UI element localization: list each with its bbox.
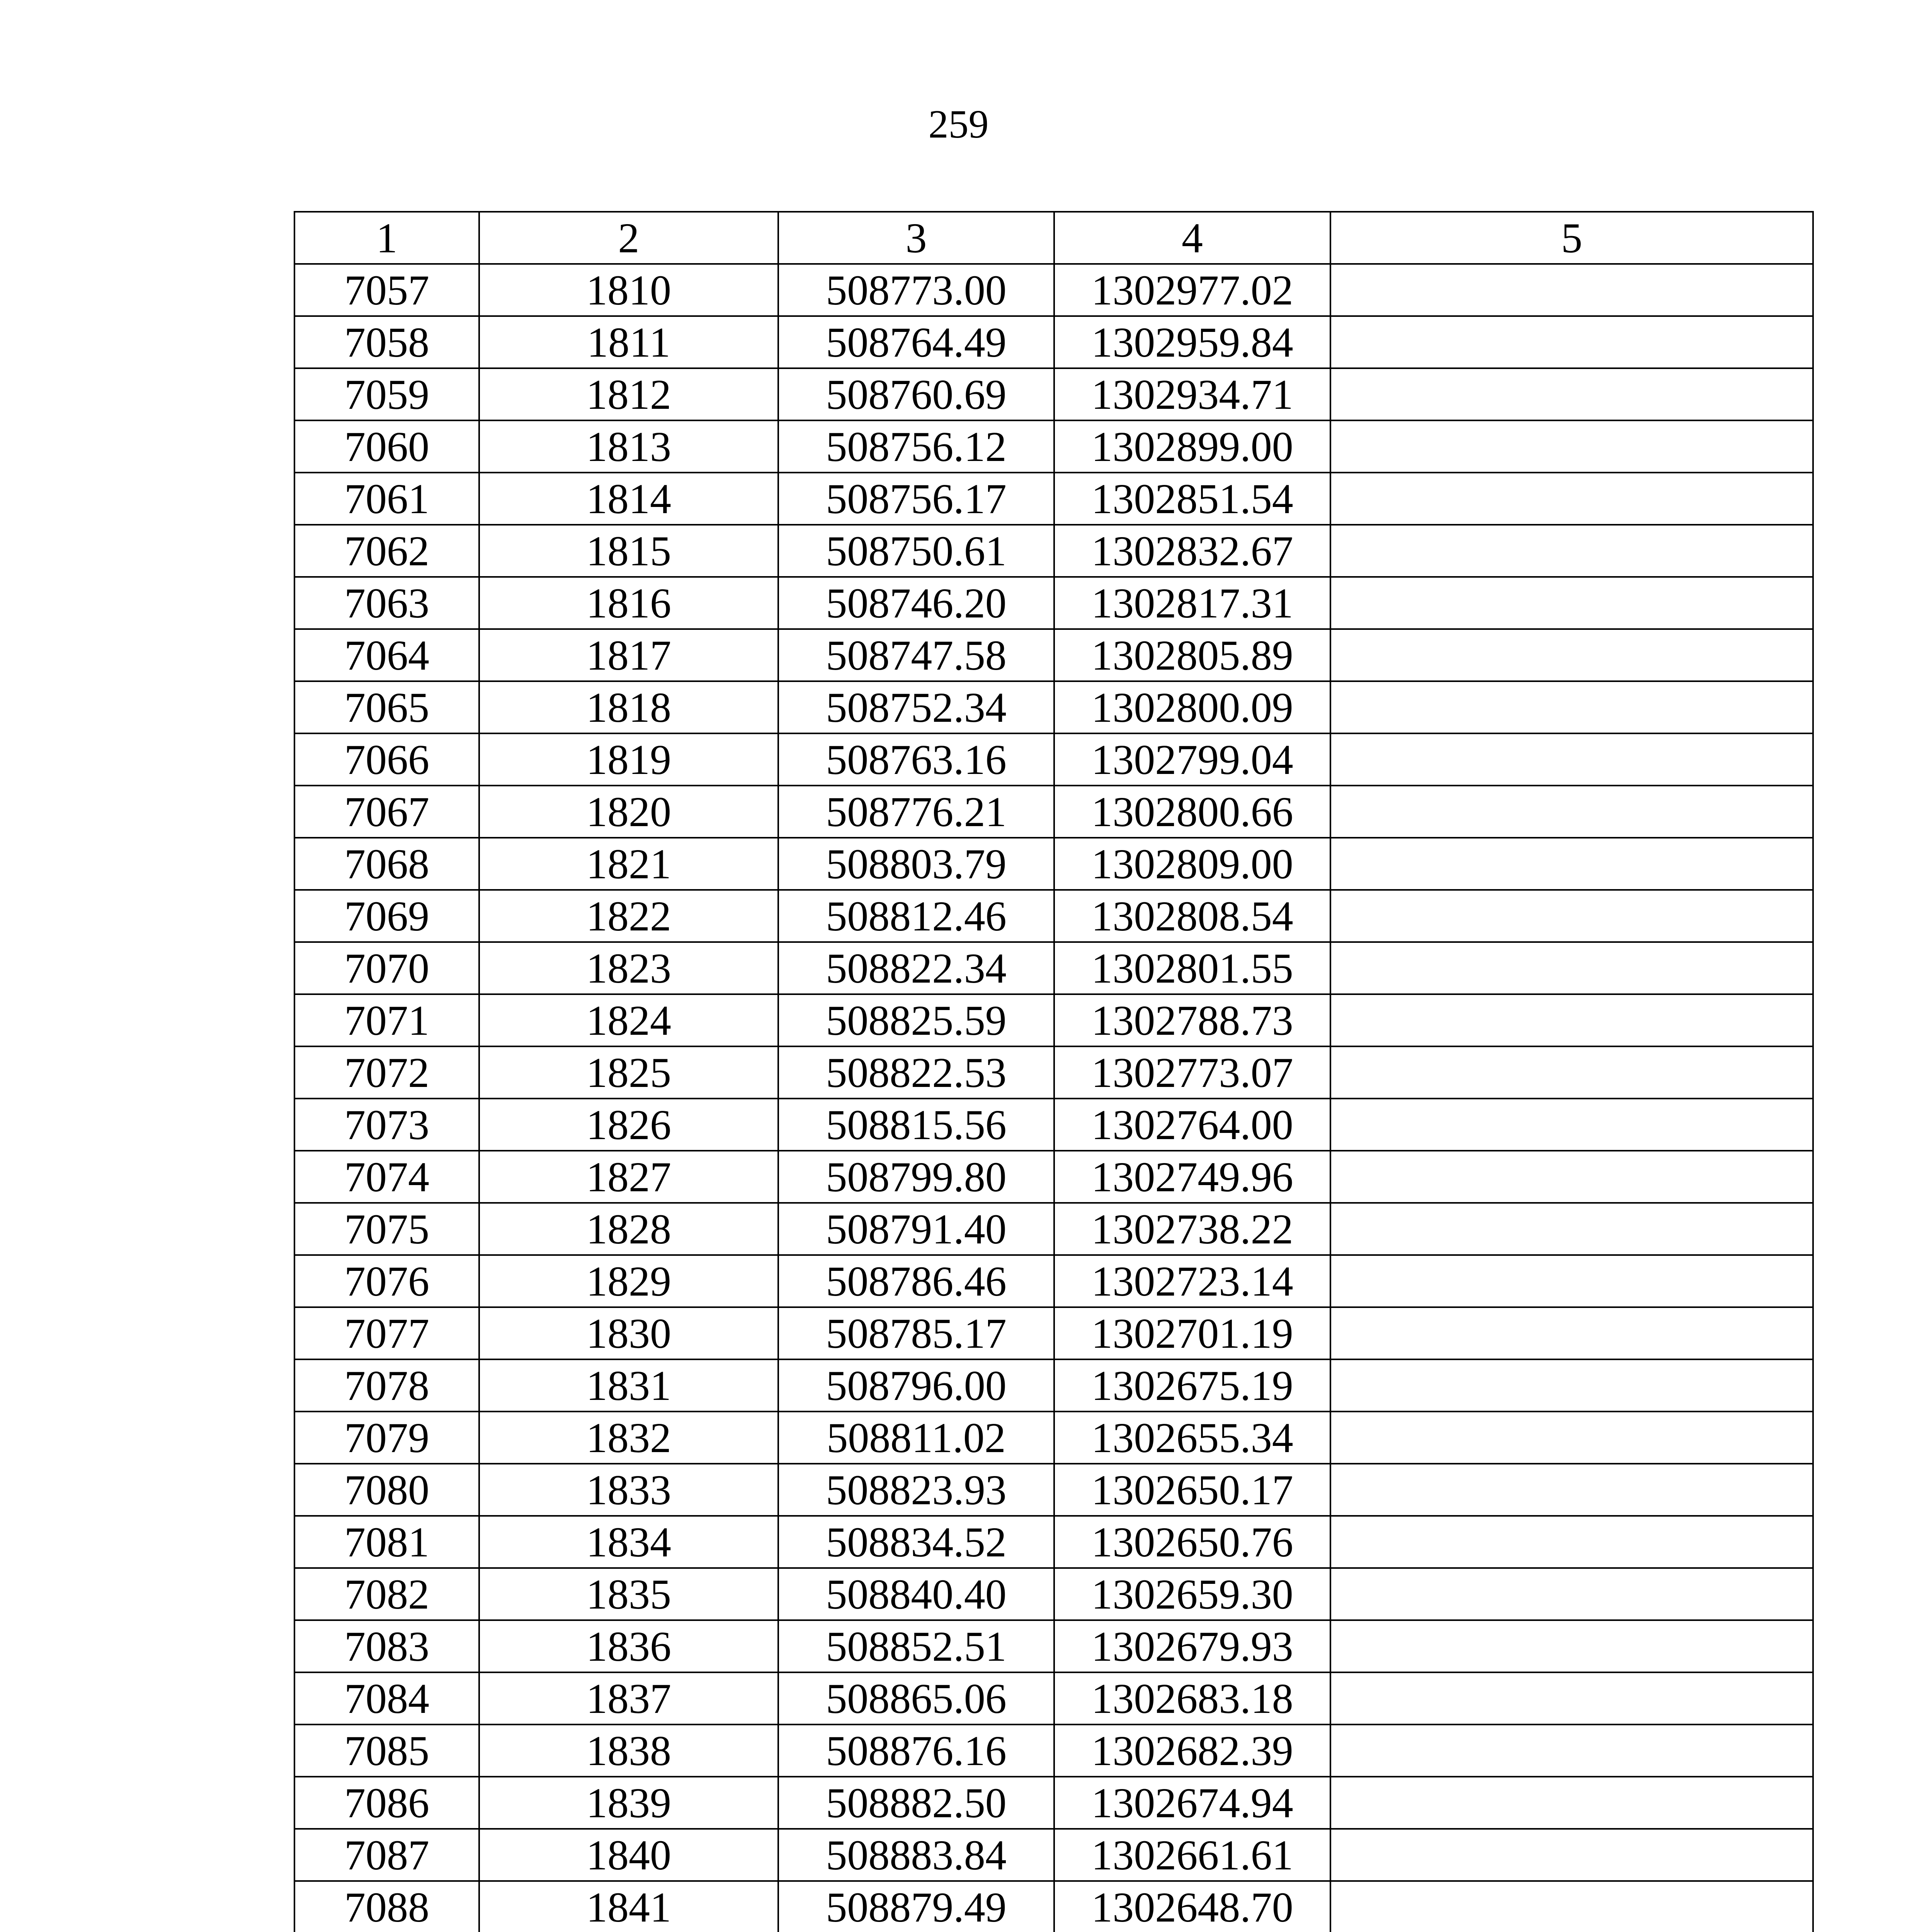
point-number-cell: 1815: [479, 525, 778, 577]
note-cell: [1330, 890, 1813, 942]
table-row: [294, 838, 1813, 890]
point-number-cell: 1840: [479, 1829, 778, 1881]
table-row: [294, 473, 1813, 525]
note-cell: [1330, 838, 1813, 890]
point-number-cell: 1816: [479, 577, 778, 629]
x-coordinate-cell: 508811.02: [778, 1412, 1054, 1464]
y-coordinate-cell: 1302674.94: [1054, 1777, 1330, 1829]
y-coordinate-cell: 1302683.18: [1054, 1672, 1330, 1725]
table-row: [294, 1620, 1813, 1672]
row-number-cell: 7058: [294, 316, 479, 368]
point-number-cell: 1813: [479, 420, 778, 473]
note-cell: [1330, 1046, 1813, 1099]
note-cell: [1330, 1151, 1813, 1203]
point-number-cell: 1837: [479, 1672, 778, 1725]
x-coordinate-cell: 508764.49: [778, 316, 1054, 368]
column-header-1: 1: [294, 212, 479, 264]
table-row: [294, 1151, 1813, 1203]
table-body: [294, 264, 1813, 1932]
note-cell: [1330, 1568, 1813, 1620]
x-coordinate-cell: 508815.56: [778, 1099, 1054, 1151]
row-number-cell: 7084: [294, 1672, 479, 1725]
x-coordinate-cell: 508879.49: [778, 1881, 1054, 1932]
point-number-cell: 1834: [479, 1516, 778, 1568]
note-cell: [1330, 629, 1813, 681]
row-number-cell: 7087: [294, 1829, 479, 1881]
row-number-cell: 7086: [294, 1777, 479, 1829]
row-number-cell: 7085: [294, 1725, 479, 1777]
y-coordinate-cell: 1302808.54: [1054, 890, 1330, 942]
row-number-cell: 7059: [294, 368, 479, 420]
note-cell: [1330, 1829, 1813, 1881]
row-number-cell: 7068: [294, 838, 479, 890]
point-number-cell: 1831: [479, 1359, 778, 1412]
point-number-cell: 1811: [479, 316, 778, 368]
y-coordinate-cell: 1302799.04: [1054, 733, 1330, 786]
x-coordinate-cell: 508822.53: [778, 1046, 1054, 1099]
row-number-cell: 7065: [294, 681, 479, 733]
point-number-cell: 1839: [479, 1777, 778, 1829]
y-coordinate-cell: 1302800.66: [1054, 786, 1330, 838]
point-number-cell: 1823: [479, 942, 778, 994]
y-coordinate-cell: 1302682.39: [1054, 1725, 1330, 1777]
table-row: [294, 1568, 1813, 1620]
column-header-5: 5: [1330, 212, 1813, 264]
point-number-cell: 1812: [479, 368, 778, 420]
coordinates-table: [294, 211, 1814, 1932]
note-cell: [1330, 994, 1813, 1046]
note-cell: [1330, 1516, 1813, 1568]
x-coordinate-cell: 508865.06: [778, 1672, 1054, 1725]
point-number-cell: 1836: [479, 1620, 778, 1672]
column-header-2: 2: [479, 212, 778, 264]
table-row: [294, 942, 1813, 994]
x-coordinate-cell: 508756.17: [778, 473, 1054, 525]
x-coordinate-cell: 508825.59: [778, 994, 1054, 1046]
row-number-cell: 7078: [294, 1359, 479, 1412]
x-coordinate-cell: 508785.17: [778, 1307, 1054, 1359]
table-row: [294, 994, 1813, 1046]
y-coordinate-cell: 1302805.89: [1054, 629, 1330, 681]
note-cell: [1330, 1307, 1813, 1359]
note-cell: [1330, 681, 1813, 733]
x-coordinate-cell: 508883.84: [778, 1829, 1054, 1881]
table-row: [294, 890, 1813, 942]
row-number-cell: 7067: [294, 786, 479, 838]
point-number-cell: 1835: [479, 1568, 778, 1620]
y-coordinate-cell: 1302764.00: [1054, 1099, 1330, 1151]
y-coordinate-cell: 1302655.34: [1054, 1412, 1330, 1464]
table-row: [294, 264, 1813, 316]
note-cell: [1330, 1412, 1813, 1464]
point-number-cell: 1819: [479, 733, 778, 786]
x-coordinate-cell: 508840.40: [778, 1568, 1054, 1620]
row-number-cell: 7069: [294, 890, 479, 942]
row-number-cell: 7071: [294, 994, 479, 1046]
x-coordinate-cell: 508747.58: [778, 629, 1054, 681]
table-row: [294, 1829, 1813, 1881]
y-coordinate-cell: 1302675.19: [1054, 1359, 1330, 1412]
table-row: [294, 1099, 1813, 1151]
point-number-cell: 1828: [479, 1203, 778, 1255]
x-coordinate-cell: 508750.61: [778, 525, 1054, 577]
note-cell: [1330, 1099, 1813, 1151]
row-number-cell: 7061: [294, 473, 479, 525]
x-coordinate-cell: 508756.12: [778, 420, 1054, 473]
y-coordinate-cell: 1302832.67: [1054, 525, 1330, 577]
point-number-cell: 1830: [479, 1307, 778, 1359]
y-coordinate-cell: 1302801.55: [1054, 942, 1330, 994]
x-coordinate-cell: 508812.46: [778, 890, 1054, 942]
note-cell: [1330, 368, 1813, 420]
point-number-cell: 1841: [479, 1881, 778, 1932]
y-coordinate-cell: 1302679.93: [1054, 1620, 1330, 1672]
point-number-cell: 1827: [479, 1151, 778, 1203]
table-row: [294, 1725, 1813, 1777]
x-coordinate-cell: 508799.80: [778, 1151, 1054, 1203]
table-row: [294, 525, 1813, 577]
y-coordinate-cell: 1302899.00: [1054, 420, 1330, 473]
row-number-cell: 7077: [294, 1307, 479, 1359]
x-coordinate-cell: 508803.79: [778, 838, 1054, 890]
y-coordinate-cell: 1302817.31: [1054, 577, 1330, 629]
point-number-cell: 1838: [479, 1725, 778, 1777]
note-cell: [1330, 1725, 1813, 1777]
note-cell: [1330, 733, 1813, 786]
row-number-cell: 7088: [294, 1881, 479, 1932]
point-number-cell: 1817: [479, 629, 778, 681]
note-cell: [1330, 1203, 1813, 1255]
row-number-cell: 7063: [294, 577, 479, 629]
x-coordinate-cell: 508876.16: [778, 1725, 1054, 1777]
point-number-cell: 1814: [479, 473, 778, 525]
row-number-cell: 7066: [294, 733, 479, 786]
row-number-cell: 7064: [294, 629, 479, 681]
point-number-cell: 1822: [479, 890, 778, 942]
y-coordinate-cell: 1302723.14: [1054, 1255, 1330, 1307]
x-coordinate-cell: 508882.50: [778, 1777, 1054, 1829]
row-number-cell: 7076: [294, 1255, 479, 1307]
point-number-cell: 1833: [479, 1464, 778, 1516]
y-coordinate-cell: 1302977.02: [1054, 264, 1330, 316]
table-row: [294, 1046, 1813, 1099]
row-number-cell: 7070: [294, 942, 479, 994]
table-row: [294, 368, 1813, 420]
row-number-cell: 7072: [294, 1046, 479, 1099]
y-coordinate-cell: 1302659.30: [1054, 1568, 1330, 1620]
row-number-cell: 7079: [294, 1412, 479, 1464]
table-row: [294, 1777, 1813, 1829]
row-number-cell: 7060: [294, 420, 479, 473]
note-cell: [1330, 420, 1813, 473]
table-row: [294, 1516, 1813, 1568]
note-cell: [1330, 1359, 1813, 1412]
column-header-3: 3: [778, 212, 1054, 264]
table-row: [294, 733, 1813, 786]
header-row: [294, 212, 1813, 264]
table-row: [294, 1307, 1813, 1359]
note-cell: [1330, 473, 1813, 525]
y-coordinate-cell: 1302661.61: [1054, 1829, 1330, 1881]
x-coordinate-cell: 508822.34: [778, 942, 1054, 994]
y-coordinate-cell: 1302800.09: [1054, 681, 1330, 733]
table-row: [294, 577, 1813, 629]
note-cell: [1330, 942, 1813, 994]
point-number-cell: 1825: [479, 1046, 778, 1099]
x-coordinate-cell: 508760.69: [778, 368, 1054, 420]
table-row: [294, 316, 1813, 368]
table-row: [294, 1672, 1813, 1725]
note-cell: [1330, 1672, 1813, 1725]
y-coordinate-cell: 1302851.54: [1054, 473, 1330, 525]
note-cell: [1330, 577, 1813, 629]
y-coordinate-cell: 1302648.70: [1054, 1881, 1330, 1932]
point-number-cell: 1821: [479, 838, 778, 890]
note-cell: [1330, 786, 1813, 838]
point-number-cell: 1818: [479, 681, 778, 733]
y-coordinate-cell: 1302701.19: [1054, 1307, 1330, 1359]
x-coordinate-cell: 508852.51: [778, 1620, 1054, 1672]
x-coordinate-cell: 508746.20: [778, 577, 1054, 629]
y-coordinate-cell: 1302650.76: [1054, 1516, 1330, 1568]
table-row: [294, 629, 1813, 681]
row-number-cell: 7083: [294, 1620, 479, 1672]
x-coordinate-cell: 508773.00: [778, 264, 1054, 316]
column-header-4: 4: [1054, 212, 1330, 264]
row-number-cell: 7062: [294, 525, 479, 577]
note-cell: [1330, 1255, 1813, 1307]
row-number-cell: 7057: [294, 264, 479, 316]
row-number-cell: 7082: [294, 1568, 479, 1620]
x-coordinate-cell: 508796.00: [778, 1359, 1054, 1412]
x-coordinate-cell: 508834.52: [778, 1516, 1054, 1568]
note-cell: [1330, 264, 1813, 316]
x-coordinate-cell: 508823.93: [778, 1464, 1054, 1516]
y-coordinate-cell: 1302749.96: [1054, 1151, 1330, 1203]
x-coordinate-cell: 508763.16: [778, 733, 1054, 786]
row-number-cell: 7075: [294, 1203, 479, 1255]
point-number-cell: 1826: [479, 1099, 778, 1151]
table-row: [294, 1359, 1813, 1412]
table-row: [294, 1412, 1813, 1464]
table-row: [294, 681, 1813, 733]
note-cell: [1330, 1620, 1813, 1672]
table-row: [294, 1464, 1813, 1516]
note-cell: [1330, 1464, 1813, 1516]
y-coordinate-cell: 1302934.71: [1054, 368, 1330, 420]
x-coordinate-cell: 508752.34: [778, 681, 1054, 733]
point-number-cell: 1824: [479, 994, 778, 1046]
row-number-cell: 7080: [294, 1464, 479, 1516]
note-cell: [1330, 1777, 1813, 1829]
point-number-cell: 1832: [479, 1412, 778, 1464]
page-number: 259: [928, 102, 989, 146]
table-row: [294, 786, 1813, 838]
table-row: [294, 420, 1813, 473]
note-cell: [1330, 1881, 1813, 1932]
point-number-cell: 1810: [479, 264, 778, 316]
y-coordinate-cell: 1302788.73: [1054, 994, 1330, 1046]
row-number-cell: 7074: [294, 1151, 479, 1203]
x-coordinate-cell: 508791.40: [778, 1203, 1054, 1255]
row-number-cell: 7081: [294, 1516, 479, 1568]
point-number-cell: 1829: [479, 1255, 778, 1307]
point-number-cell: 1820: [479, 786, 778, 838]
row-number-cell: 7073: [294, 1099, 479, 1151]
table-row: [294, 1881, 1813, 1932]
x-coordinate-cell: 508776.21: [778, 786, 1054, 838]
note-cell: [1330, 316, 1813, 368]
y-coordinate-cell: 1302773.07: [1054, 1046, 1330, 1099]
y-coordinate-cell: 1302959.84: [1054, 316, 1330, 368]
y-coordinate-cell: 1302809.00: [1054, 838, 1330, 890]
note-cell: [1330, 525, 1813, 577]
y-coordinate-cell: 1302650.17: [1054, 1464, 1330, 1516]
y-coordinate-cell: 1302738.22: [1054, 1203, 1330, 1255]
x-coordinate-cell: 508786.46: [778, 1255, 1054, 1307]
table-row: [294, 1203, 1813, 1255]
table-row: [294, 1255, 1813, 1307]
